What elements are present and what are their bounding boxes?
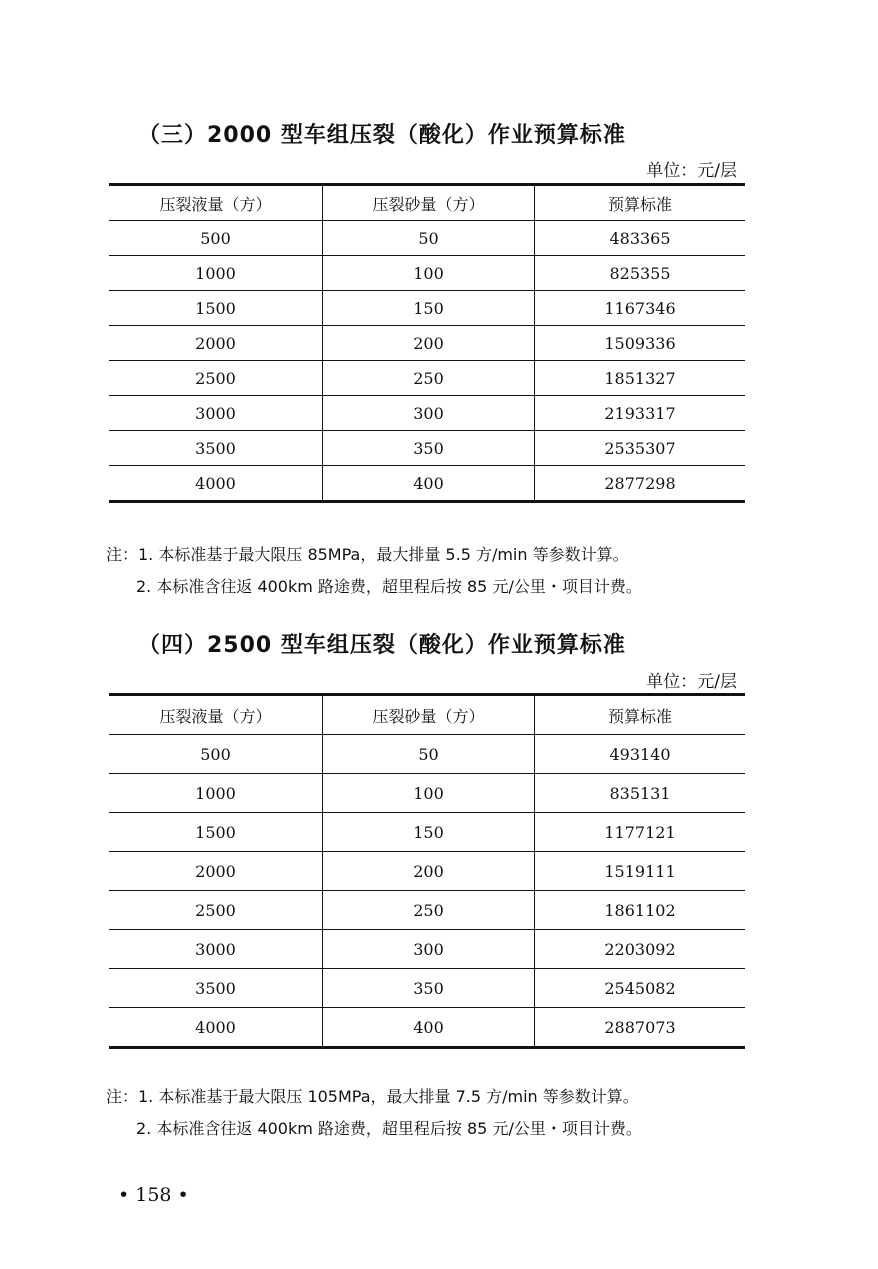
- cell-sand-volume: 400: [323, 466, 535, 502]
- column-header-fluid-volume: 压裂液量（方）: [109, 695, 323, 735]
- cell-sand-volume: 150: [323, 813, 535, 852]
- cell-fluid-volume: 500: [109, 221, 323, 256]
- cell-sand-volume: 400: [323, 1008, 535, 1048]
- table-row: [109, 774, 745, 813]
- column-header-budget: 预算标准: [535, 185, 746, 221]
- cell-fluid-volume: 3000: [109, 930, 323, 969]
- cell-fluid-volume: 1500: [109, 291, 323, 326]
- cell-budget: 2203092: [535, 930, 746, 969]
- cell-sand-volume: 50: [323, 735, 535, 774]
- section-title-2: （四）2500 型车组压裂（酸化）作业预算标准: [138, 633, 626, 658]
- cell-sand-volume: 100: [323, 256, 535, 291]
- note-2-line-1: 注：1. 本标准基于最大限压 105MPa，最大排量 7.5 方/min 等参数计算。: [106, 1087, 639, 1106]
- table-row: [109, 891, 745, 930]
- table-row: [109, 1008, 745, 1048]
- note-1-line-1: 注：1. 本标准基于最大限压 85MPa，最大排量 5.5 方/min 等参数计算。: [106, 545, 629, 564]
- cell-budget: 2887073: [535, 1008, 746, 1048]
- cell-fluid-volume: 2000: [109, 326, 323, 361]
- cell-fluid-volume: 2500: [109, 891, 323, 930]
- cell-fluid-volume: 3500: [109, 431, 323, 466]
- note-1-line-2: 2. 本标准含往返 400km 路途费，超里程后按 85 元/公里・项目计费。: [136, 577, 642, 596]
- unit-label-2: 单位：元/层: [646, 672, 737, 692]
- cell-sand-volume: 350: [323, 969, 535, 1008]
- cell-sand-volume: 150: [323, 291, 535, 326]
- unit-label-1: 单位：元/层: [646, 161, 737, 181]
- table-body-2: [109, 735, 745, 1048]
- cell-budget: 1177121: [535, 813, 746, 852]
- cell-sand-volume: 100: [323, 774, 535, 813]
- column-header-budget: 预算标准: [535, 695, 746, 735]
- cell-sand-volume: 200: [323, 852, 535, 891]
- table-row: [109, 852, 745, 891]
- table-header-row: [109, 695, 745, 735]
- table-header-row: [109, 185, 745, 221]
- cell-sand-volume: 350: [323, 431, 535, 466]
- budget-table-2: [109, 693, 745, 1049]
- cell-sand-volume: 300: [323, 930, 535, 969]
- table-row: [109, 221, 745, 256]
- table-row: [109, 466, 745, 502]
- cell-budget: 825355: [535, 256, 746, 291]
- cell-budget: 2877298: [535, 466, 746, 502]
- cell-budget: 2535307: [535, 431, 746, 466]
- cell-budget: 1509336: [535, 326, 746, 361]
- cell-sand-volume: 250: [323, 891, 535, 930]
- cell-fluid-volume: 2500: [109, 361, 323, 396]
- cell-fluid-volume: 1500: [109, 813, 323, 852]
- cell-fluid-volume: 3000: [109, 396, 323, 431]
- cell-budget: 835131: [535, 774, 746, 813]
- note-2-line-2: 2. 本标准含往返 400km 路途费，超里程后按 85 元/公里・项目计费。: [136, 1119, 642, 1138]
- column-header-sand-volume: 压裂砂量（方）: [323, 185, 535, 221]
- section-title-1: （三）2000 型车组压裂（酸化）作业预算标准: [138, 123, 626, 148]
- table-row: [109, 361, 745, 396]
- table-row: [109, 735, 745, 774]
- cell-budget: 483365: [535, 221, 746, 256]
- column-header-fluid-volume: 压裂液量（方）: [109, 185, 323, 221]
- cell-budget: 1519111: [535, 852, 746, 891]
- cell-fluid-volume: 1000: [109, 256, 323, 291]
- cell-budget: 2193317: [535, 396, 746, 431]
- column-header-sand-volume: 压裂砂量（方）: [323, 695, 535, 735]
- table-row: [109, 813, 745, 852]
- cell-budget: 493140: [535, 735, 746, 774]
- cell-fluid-volume: 1000: [109, 774, 323, 813]
- cell-fluid-volume: 500: [109, 735, 323, 774]
- table-row: [109, 431, 745, 466]
- budget-table-1: [109, 183, 745, 503]
- table-row: [109, 396, 745, 431]
- page-number: • 158 •: [118, 1184, 189, 1206]
- cell-fluid-volume: 2000: [109, 852, 323, 891]
- table-row: [109, 291, 745, 326]
- table-row: [109, 256, 745, 291]
- table-row: [109, 969, 745, 1008]
- cell-budget: 1851327: [535, 361, 746, 396]
- cell-budget: 2545082: [535, 969, 746, 1008]
- table-body-1: [109, 221, 745, 502]
- cell-sand-volume: 250: [323, 361, 535, 396]
- cell-fluid-volume: 3500: [109, 969, 323, 1008]
- cell-budget: 1167346: [535, 291, 746, 326]
- cell-sand-volume: 50: [323, 221, 535, 256]
- table-row: [109, 326, 745, 361]
- cell-sand-volume: 300: [323, 396, 535, 431]
- cell-budget: 1861102: [535, 891, 746, 930]
- cell-fluid-volume: 4000: [109, 1008, 323, 1048]
- table-row: [109, 930, 745, 969]
- cell-fluid-volume: 4000: [109, 466, 323, 502]
- cell-sand-volume: 200: [323, 326, 535, 361]
